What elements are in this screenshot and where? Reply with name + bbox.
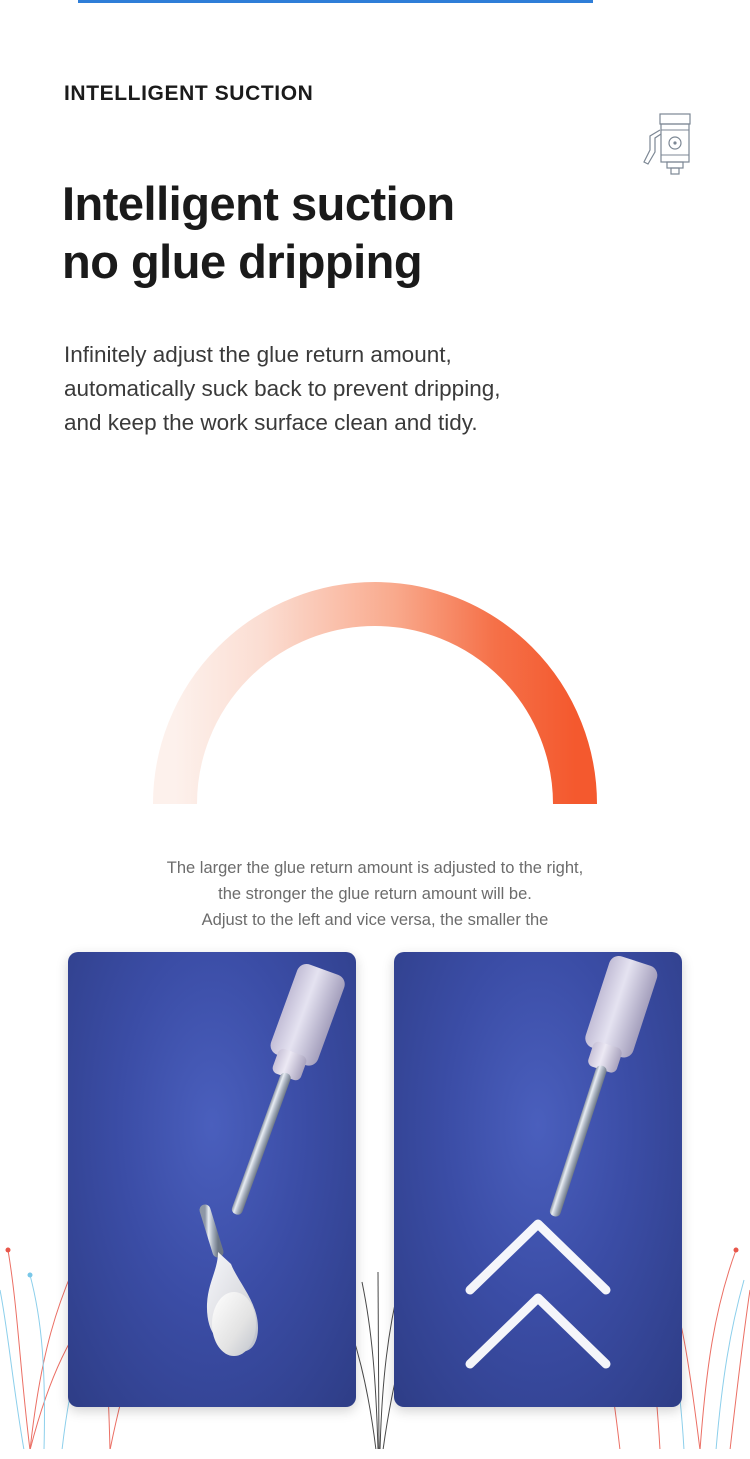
photo-no-dripping	[394, 952, 682, 1407]
knob-caption-line-2: the stronger the glue return amount will be.	[218, 885, 532, 903]
intro-line-3: and keep the work surface clean and tidy.	[64, 410, 478, 435]
blue-divider-line	[78, 0, 593, 3]
dispensing-needle-clean-icon	[394, 952, 682, 1407]
section-eyebrow: INTELLIGENT SUCTION	[64, 82, 314, 105]
comparison-photo-band	[0, 930, 750, 1459]
knob-caption-line-1: The larger the glue return amount is adjusted to the right,	[166, 859, 584, 877]
device-sketch-icon	[636, 110, 702, 182]
dispensing-needle-icon	[68, 952, 356, 1407]
headline-line-2: no glue dripping	[62, 235, 423, 288]
footer-strip	[0, 1449, 750, 1459]
knob-caption	[95, 855, 655, 933]
knob-illustration	[0, 452, 750, 852]
page-title	[62, 175, 455, 291]
chevrons-up-icon	[470, 1224, 606, 1364]
headline-line-1: Intelligent suction	[62, 177, 455, 230]
photo-glue-dripping	[68, 952, 356, 1407]
intro-line-1: Infinitely adjust the glue return amount,	[64, 342, 452, 367]
gradient-arc	[135, 452, 615, 812]
intro-line-2: automatically suck back to prevent dripping,	[64, 376, 501, 401]
top-divider-strip	[0, 0, 750, 6]
intro-paragraph	[64, 338, 664, 440]
knob-caption-line-3: Adjust to the left and vice versa, the smaller the	[201, 911, 549, 929]
